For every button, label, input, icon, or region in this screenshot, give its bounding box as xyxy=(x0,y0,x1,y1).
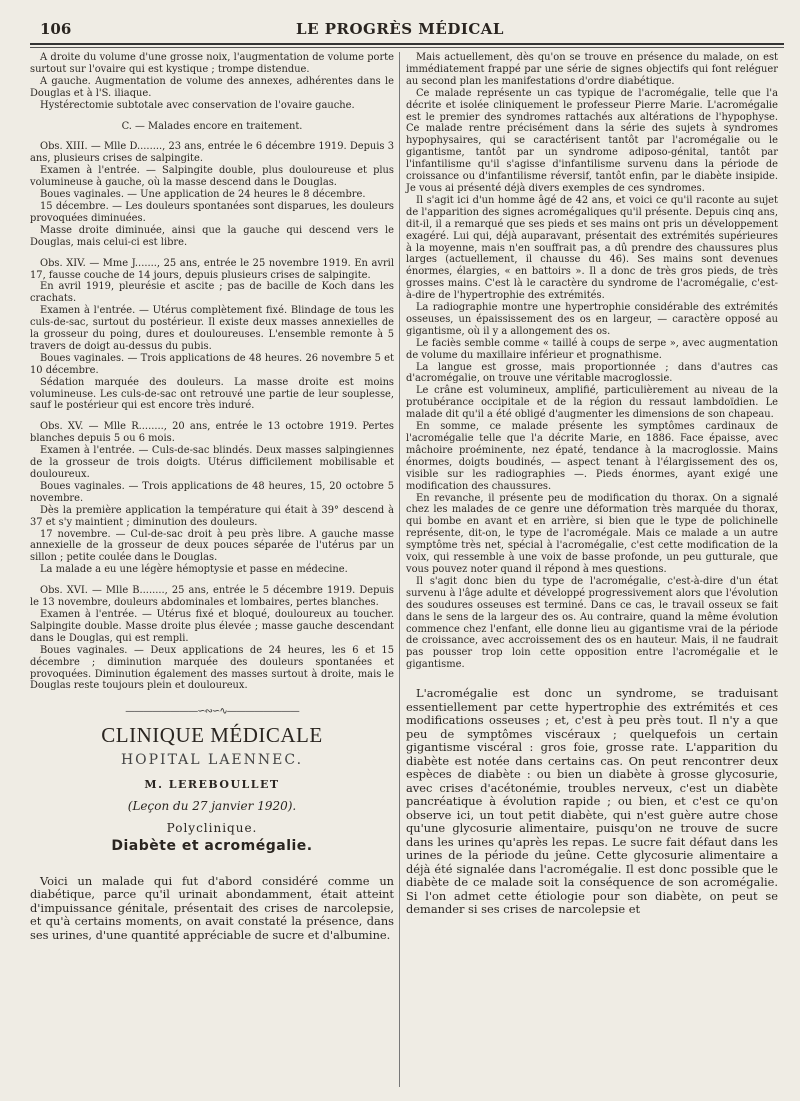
article-intro: Voici un malade qui fut d'abord considéré comme un diabétique, parce qu'il urinait abondamment, était atteint d'impuissance génitale, présentait des crises de narcolepsie, et qu'à certains moments, on avait constaté la présence, dans ses urines, d'une quantité appréciable de sucre et d'albumine. xyxy=(30,873,394,942)
observation-paragraph: Examen à l'entrée. — Culs-de-sac blindés. Deux masses salpingiennes de la grosseur de trois doigts. Utérus difficilement mobilisable et douloureux. xyxy=(30,445,394,480)
paragraph: La radiographie montre une hypertrophie considérable des extrémités osseuses, un épaississement des os en largeur, — caractère opposé au gigantisme, où il y a allongement des os. xyxy=(406,302,778,337)
observation-paragraph: En avril 1919, pleurésie et ascite ; pas de bacille de Koch dans les crachats. xyxy=(30,281,394,305)
paragraph: Le faciès semble comme « taillé à coups de serpe », avec augmentation de volume du maxillaire inférieur et prognathisme. xyxy=(406,337,778,361)
observation-paragraph: Obs. XVI. — Mlle B........, 25 ans, entrée le 5 décembre 1919. Depuis le 13 novembre, douleurs abdominales et lombaires, pertes blanches. xyxy=(30,585,394,609)
lecture-date: (Leçon du 27 janvier 1920). xyxy=(127,798,297,813)
subsection-label: Polyclinique. xyxy=(166,820,258,835)
left-column xyxy=(30,52,394,942)
observation-paragraph: Examen à l'entrée. — Salpingite double, plus douloureuse et plus volumineuse à gauche, où la masse descend dans le Douglas. xyxy=(30,165,394,189)
observation-paragraph: 17 novembre. — Cul-de-sac droit à peu près libre. A gauche masse annexielle de la grosseur de deux pouces séparée de l'utérus par un sillon ; petite coulée dans le Douglas. xyxy=(30,528,394,564)
page-number: 106 xyxy=(40,20,72,38)
observation-paragraph: Obs. XIII. — Mlle D........, 23 ans, entrée le 6 décembre 1919. Depuis 3 ans, plusieurs crises de salpingite. xyxy=(30,141,394,165)
professor-name: M. LEREBOULLET xyxy=(144,778,280,792)
observation-paragraph: Boues vaginales. — Une application de 24 heures le 8 décembre. xyxy=(40,189,366,201)
paragraph: Le crâne est volumineux, amplifié, particulièrement au niveau de la protubérance occipitale et de la région du ressaut lambdoïdien. Le malade dit qu'il a été obligé d'augmenter les dimensions de son chapeau. xyxy=(406,385,778,421)
paragraph: Il s'agit donc bien du type de l'acromégalie, c'est-à-dire d'un état survenu à l'âge adulte et développé progressivement alors que l'évolution des soudures osseuses est terminé. Dans ce cas, le travail osseux se fait dans le sens de la largeur des os. Au contraire, quand la même évolution commence chez l'enfant, elle donne lieu au gigantisme vrai de la période de croissance, avec accroissement des os en hauteur. Mais, il ne faudrait pas pousser trop loin cette opposition entre l'acromégalie et le gigantisme. xyxy=(406,575,778,671)
observation-paragraph: Examen à l'entrée. — Utérus fixé et bloqué, douloureux au toucher. Salpingite double. Masse droite plus élevée ; masse gauche descendant dans le Douglas, qui est rempli. xyxy=(30,608,394,644)
paragraph: Hystérectomie subtotale avec conservation de l'ovaire gauche. xyxy=(40,99,355,111)
page-header xyxy=(0,0,800,44)
observation-paragraph: Examen à l'entrée. — Utérus complètement fixé. Blindage de tous les culs-de-sac, surtout du postérieur. Il existe deux masses annexielles de la grosseur du poing, dures et douloureuses. L'ensemble remonte à 5 travers de doigt au-dessus du pubis. xyxy=(30,305,394,352)
paragraph: En revanche, il présente peu de modification du thorax. On a signalé chez les malades de ce genre une déformation très marquée du thorax, qui bombe en avant et en arrière, si bien que le type de polichinelle représente, dit-on, le type de l'acromégale. Mais ce malade a un autre symptôme très net, spécial à l'acromégalie, c'est cette modification de la voix, qui ressemble à une voix de basse profonde, un peu gutturale, que vous pouvez noter quand il répond à mes questions. xyxy=(406,492,778,575)
header-rule xyxy=(30,43,784,45)
paragraph: A gauche. Augmentation de volume des annexes, adhérentes dans le Douglas et à l'S. iliaque. xyxy=(30,75,394,99)
observation-paragraph: Dès la première application la température qui était à 39° descend à 37 et s'y maintient ; diminution des douleurs. xyxy=(30,504,394,528)
observation-paragraph: Masse droite diminuée, ainsi que la gauche qui descend vers le Douglas, mais celui-ci est libre. xyxy=(30,224,394,248)
column-divider xyxy=(399,52,400,1087)
paragraph: Ce malade représente un cas typique de l'acromégalie, telle que l'a décrite et isolée cliniquement le professeur Pierre Marie. L'acromégalie est le premier des syndromes rattachés aux altérations de l'hypophyse. Ce malade rentre précisément dans la série des sujets à syndromes hypophysaires, qui se caractérisent tantôt par l'acromégalie ou le gigantisme, tantôt par un syndrome adiposo-génital, tantôt par l'infantilisme qu'il s'agisse d'infantilisme survenu dans la période de croissance ou d'infantilisme réversif, tantôt enfin, par le diabète insipide. Je vous ai présenté déjà divers exemples de ces syndromes. xyxy=(406,87,778,194)
observation-paragraph: 15 décembre. — Les douleurs spontanées sont disparues, les douleurs provoquées diminuées. xyxy=(30,200,394,224)
observation-paragraph: Obs. XV. — Mlle R........, 20 ans, entrée le 13 octobre 1919. Pertes blanches depuis 5 ou 6 mois. xyxy=(30,421,394,445)
paragraph: L'acromégalie est donc un syndrome, se traduisant essentiellement par cette hypertrophie des extrémités et ces modifications osseuses ; et, c'est à peu près tout. Il n'y a que peu de symptômes viscéraux ; quelquefois un certain gigantisme viscéral : gros foie, grosse rate. L'apparition du diabète est notée dans certains cas. On peut rencontrer deux espèces de diabète : ou bien un diabète à grosse glycosurie, avec crises d'acétonémie, troubles nerveux, c'est un diabète pancréatique à évolution rapide ; ou bien, et c'est ce qu'on observe ici, un tout petit diabète, qui n'est guère autre chose qu'une glycosurie alimentaire, puisqu'on ne trouve de sucre dans les urines qu'après les repas. Le sucre fait défaut dans les urines de la période du jeûne. Cette glycosurie alimentaire a déjà été signalée dans l'acromégalie. Il est donc possible que le diabète de ce malade soit la conséquence de son acromégalie. Si l'on admet cette étiologie pour son diabète, on peut se demander si ses crises de narcolepsie et xyxy=(406,686,778,917)
observation-paragraph: La malade a eu une légère hémoptysie et passe en médecine. xyxy=(40,564,348,576)
ornament-divider: ————————∽∾∽∿———————— xyxy=(125,706,299,718)
journal-title: LE PROGRÈS MÉDICAL xyxy=(296,20,504,38)
paragraph: Mais actuellement, dès qu'on se trouve en présence du malade, on est immédiatement frappé par une série de signes objectifs qui font reléguer au second plan les manifestations d'ordre diabétique. xyxy=(406,52,778,87)
observation-paragraph: Boues vaginales. — Trois applications de 48 heures. 26 novembre 5 et 10 décembre. xyxy=(30,352,394,376)
paragraph: Il s'agit ici d'un homme âgé de 42 ans, et voici ce qu'il raconte au sujet de l'apparition des signes acromégaliques qu'il présente. Depuis cinq ans, dit-il, il a remarqué que ses pieds et ses mains ont pris un développement exagéré. Lui qui, déjà auparavant, présentait des extrémités supérieures à la moyenne, mais n'en souffrait pas, a dû prendre des chaussures plus larges (actuellement, il chausse du 46). Ses mains sont devenues énormes, élargies, « en battoirs ». Il a donc de très gros pieds, de très grosses mains. C'est là le caractère du syndrome de l'acromégalie, c'est-à-dire de l'hypertrophie des extrémités. xyxy=(406,194,778,302)
section-heading: C. — Malades encore en traitement. xyxy=(121,120,303,132)
article-title: Diabète et acromégalie. xyxy=(111,837,313,854)
paragraph: A droite du volume d'une grosse noix, l'augmentation de volume porte surtout sur l'ovaire qui est kystique ; trompe distendue. xyxy=(30,52,394,75)
observation-paragraph: Obs. XIV. — Mme J......., 25 ans, entrée le 25 novembre 1919. En avril 17, fausse couche de 14 jours, depuis plusieurs crises de salpingite. xyxy=(30,257,394,281)
section-title: CLINIQUE MÉDICALE xyxy=(101,723,323,748)
paragraph: La langue est grosse, mais proportionnée ; dans d'autres cas d'acromégalie, on trouve une véritable macroglossie. xyxy=(406,361,778,385)
observation-paragraph: Sédation marquée des douleurs. La masse droite est moins volumineuse. Les culs-de-sac ont retrouvé une partie de leur souplesse, sauf le postérieur qui est encore très induré. xyxy=(30,376,394,412)
paragraph: En somme, ce malade présente les symptômes cardinaux de l'acromégalie telle que l'a décrite Marie, en 1886. Face épaisse, avec mâchoire proéminente, nez épaté, tendance à la macroglossie. Mains énormes, doigts boudinés, — aspect tenant à l'élargissement des os, visible sur les radiographies —. Pieds énormes, ayant exigé une modification des chaussures. xyxy=(406,421,778,492)
observation-paragraph: Boues vaginales. — Trois applications de 48 heures, 15, 20 octobre 5 novembre. xyxy=(30,480,394,504)
hospital-name: HOPITAL LAENNEC. xyxy=(120,752,304,769)
header-rule-thin xyxy=(30,47,784,48)
right-column xyxy=(406,52,778,917)
observation-paragraph: Boues vaginales. — Deux applications de 24 heures, les 6 et 15 décembre ; diminution marquée des douleurs spontanées et provoquées. Diminution également des masses surtout à droite, mais le Douglas reste toujours plein et douloureux. xyxy=(30,644,394,692)
